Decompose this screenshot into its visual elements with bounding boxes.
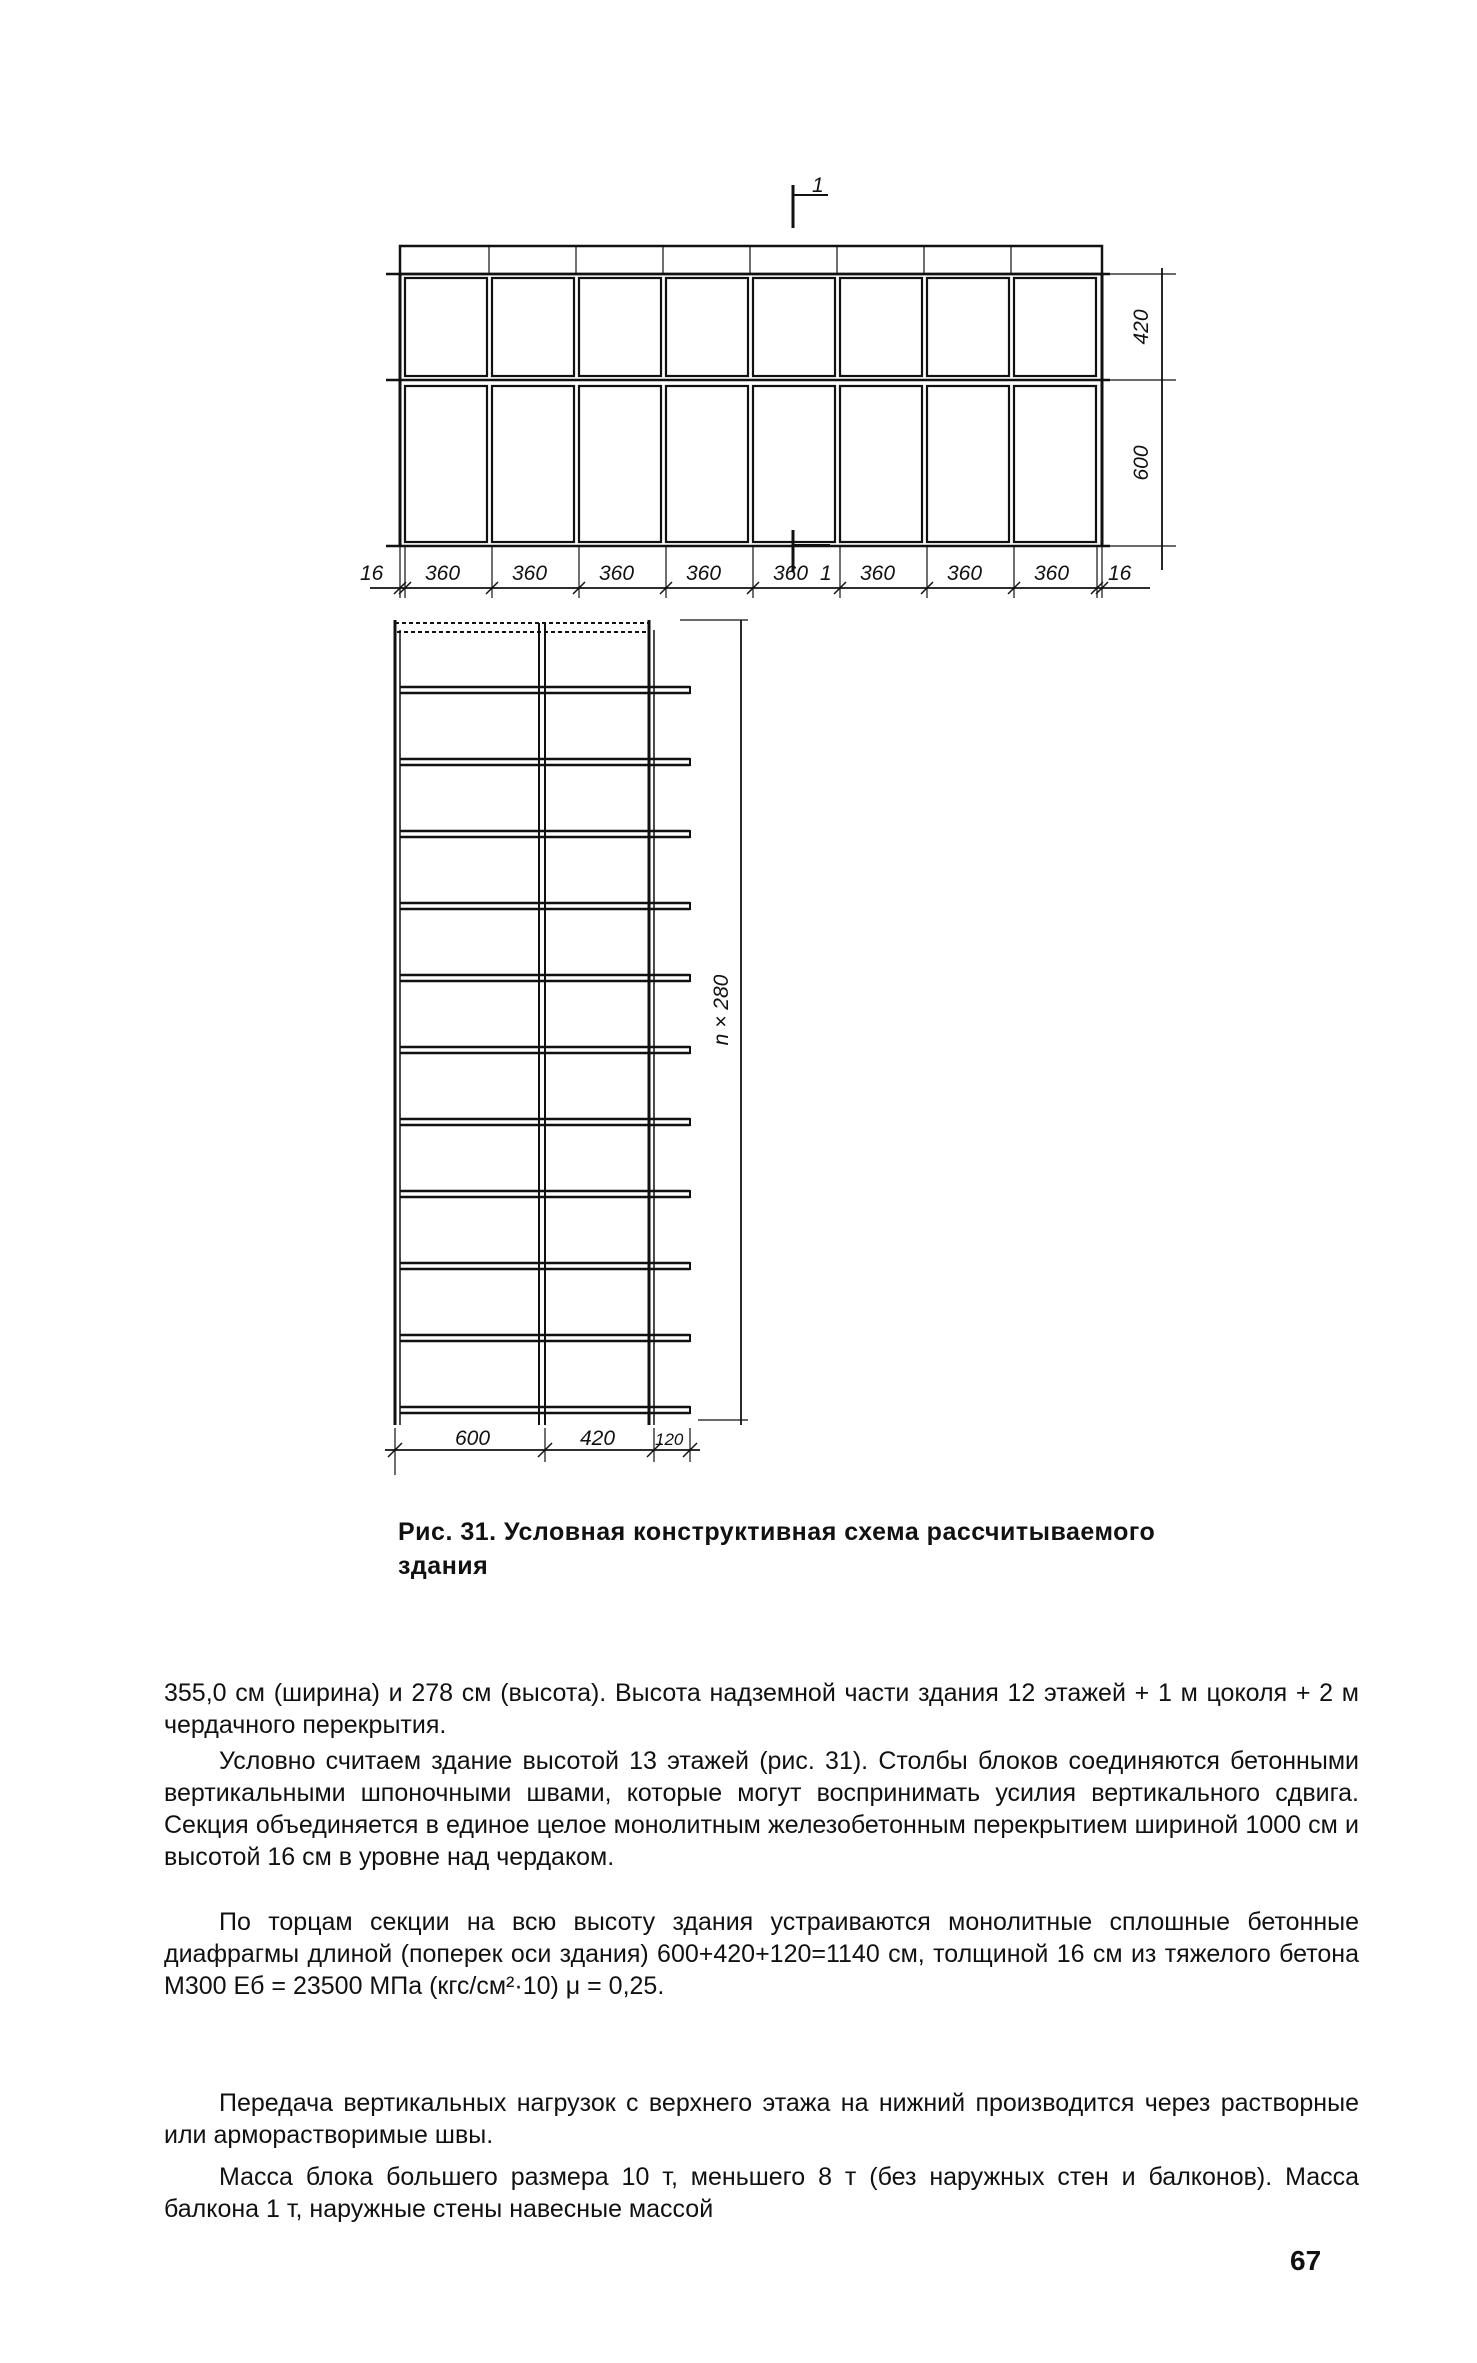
- plan-block-small: [1014, 278, 1096, 376]
- building-plan: [370, 185, 1176, 598]
- paragraph-3: По торцам секции на всю высоту здания устраиваются монолитные сплошные бетонные диафрагмы длиной (поперек оси здания) 600+420+120=1140 см, толщиной 16 см из тяжелого бетона М300 Eб = 23500 МПа (кгс/см²·10) μ = 0,25.: [164, 1908, 1359, 2000]
- plan-block-small: [753, 278, 835, 376]
- plan-block-large: [405, 386, 487, 542]
- plan-dim-label: 360: [1034, 562, 1070, 585]
- paragraph-1: 355,0 см (ширина) и 278 см (высота). Высота надземной части здания 12 этажей + 1 м цоколя + 2 м чердачного перекрытия.: [164, 1679, 1359, 1739]
- plan-block-large: [1014, 386, 1096, 542]
- plan-block-small: [405, 278, 487, 376]
- plan-block-large: [840, 386, 922, 542]
- plan-dim-600: 600: [1130, 445, 1153, 481]
- plan-dim-label: 360: [686, 562, 722, 585]
- paragraph-4: Передача вертикальных нагрузок с верхнего этажа на нижний производится через растворные или арморастворимые швы.: [164, 2089, 1359, 2149]
- plan-dim-label: 360: [512, 562, 548, 585]
- plan-dim-label: 360: [425, 562, 461, 585]
- page-number: 67: [1290, 2245, 1322, 2276]
- section-mark-top: 1: [812, 174, 824, 197]
- figure-caption: Рис. 31. Условная конструктивная схема рассчитываемого здания: [398, 1518, 1156, 1580]
- plan-dim-label: 360: [860, 562, 896, 585]
- plan-block-large: [579, 386, 661, 542]
- plan-block-large: [927, 386, 1009, 542]
- plan-dim-label: 360: [773, 562, 809, 585]
- elev-dim-600: 600: [455, 1427, 491, 1450]
- plan-block-small: [840, 278, 922, 376]
- plan-dim-label: 16: [360, 562, 384, 585]
- elev-dim-420: 420: [580, 1427, 616, 1450]
- paragraph-2: Условно считаем здание высотой 13 этажей (рис. 31). Столбы блоков соединяются бетонными вертикальными шпоночными швами, которые могут воспринимать усилия вертикального сдвига. Секция объединяется в единое целое монолитным железобетонным перекрытием шириной 1000 см и высотой 16 см в уровне над чердаком.: [164, 1747, 1359, 1871]
- building-elevation: [385, 620, 748, 1475]
- plan-block-small: [492, 278, 574, 376]
- plan-dim-label: 16: [1108, 562, 1132, 585]
- plan-bottom-dimensions: [360, 562, 1132, 585]
- plan-block-small: [579, 278, 661, 376]
- plan-block-small: [666, 278, 748, 376]
- plan-block-large: [753, 386, 835, 542]
- section-mark-bottom: 1: [820, 562, 832, 585]
- plan-dim-420: 420: [1130, 309, 1153, 345]
- plan-block-large: [666, 386, 748, 542]
- elev-dim-120: 120: [655, 1430, 684, 1449]
- plan-block-large: [492, 386, 574, 542]
- paragraph-5: Масса блока большего размера 10 т, меньшего 8 т (без наружных стен и балконов). Масса балкона 1 т, наружные стены навесные массой: [164, 2163, 1359, 2223]
- elevation-height-dim: n × 280: [710, 974, 733, 1046]
- plan-dim-label: 360: [947, 562, 983, 585]
- plan-block-small: [927, 278, 1009, 376]
- plan-dim-label: 360: [599, 562, 635, 585]
